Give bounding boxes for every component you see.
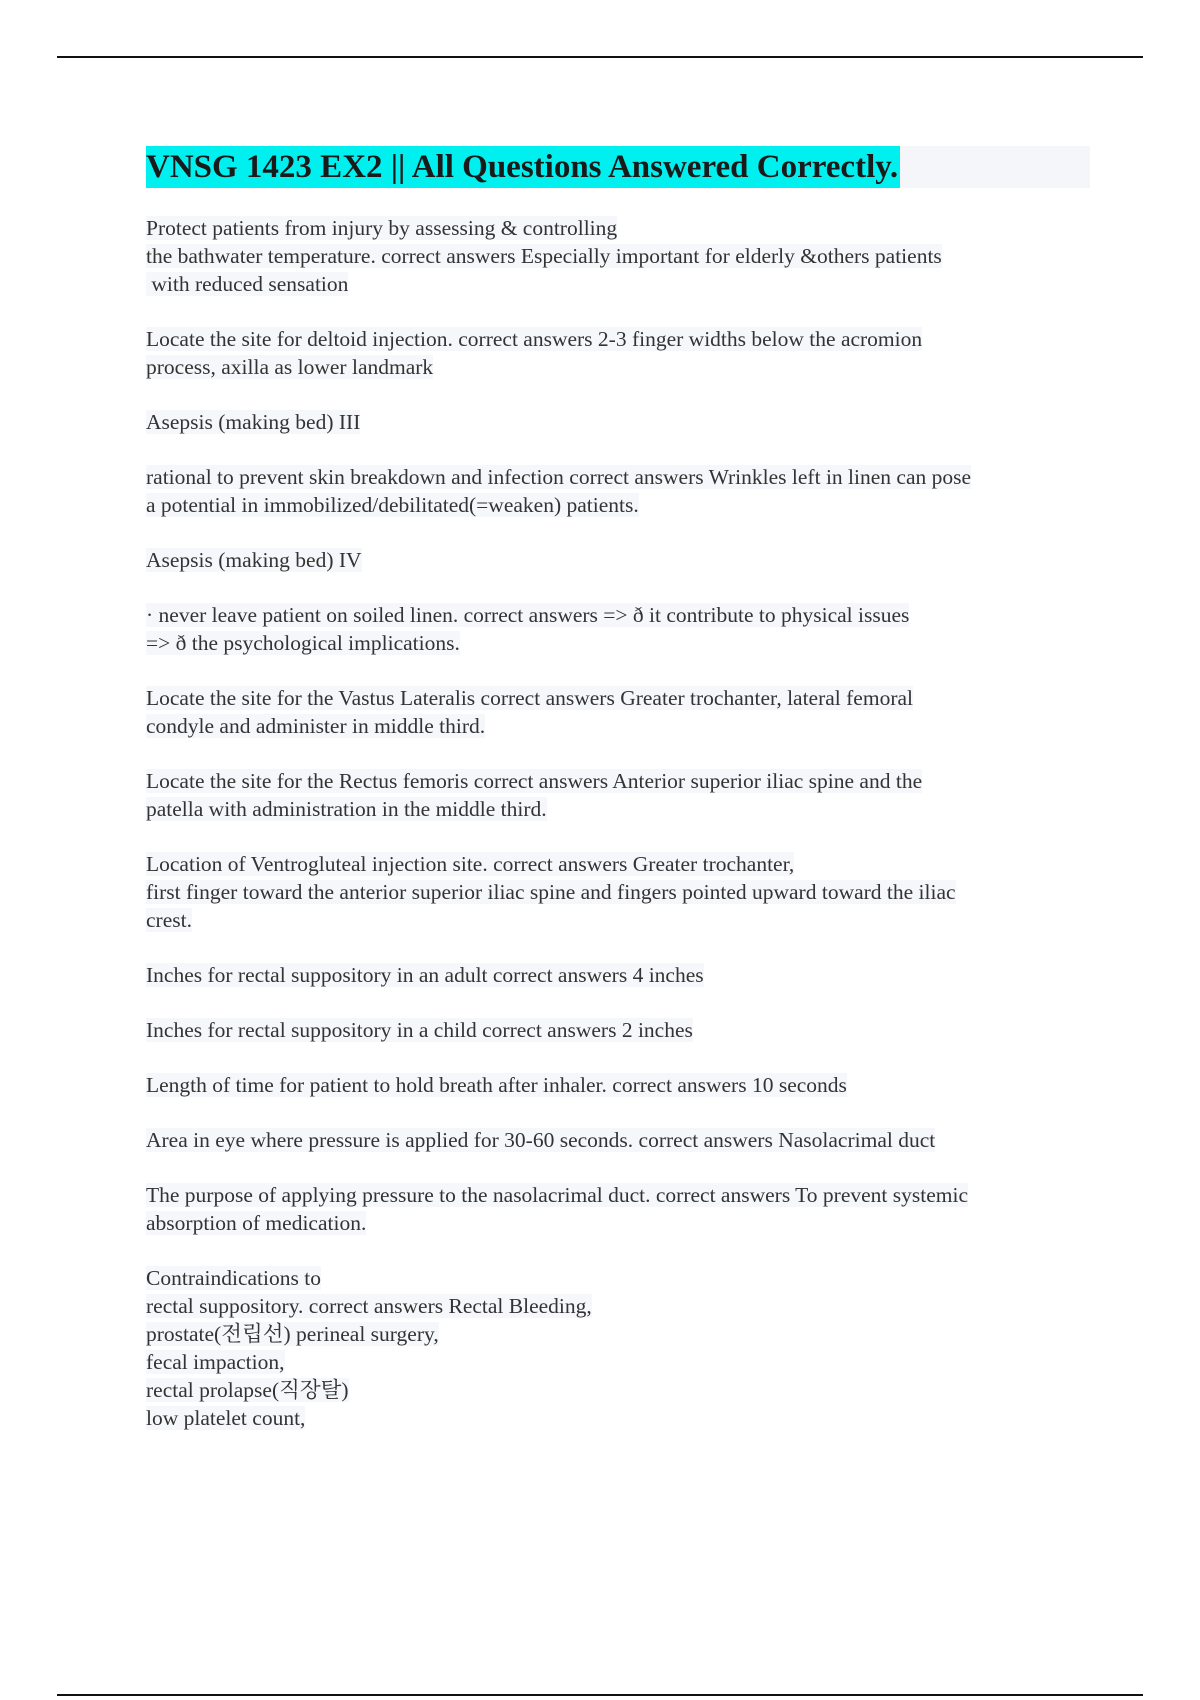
qa-entry [146, 1071, 1090, 1099]
entry-line: Location of Ventrogluteal injection site. correct answers Greater trochanter, [146, 852, 795, 876]
entry-line: process, axilla as lower landmark [146, 355, 434, 379]
document-body [146, 146, 1090, 1459]
qa-entry [146, 601, 1090, 657]
entry-line: Inches for rectal suppository in an adult correct answers 4 inches [146, 963, 704, 987]
entry-line: with reduced sensation [146, 272, 349, 296]
entry-line: Inches for rectal suppository in a child correct answers 2 inches [146, 1018, 693, 1042]
qa-entry [146, 1126, 1090, 1154]
entry-line: Asepsis (making bed) IV [146, 548, 362, 572]
entry-line: · never leave patient on soiled linen. correct answers => ð it contribute to physical issues [146, 603, 910, 627]
entry-line: The purpose of applying pressure to the nasolacrimal duct. correct answers To prevent systemic [146, 1183, 969, 1207]
entry-line: Length of time for patient to hold breath after inhaler. correct answers 10 seconds [146, 1073, 847, 1097]
qa-entry [146, 325, 1090, 381]
document-title: VNSG 1423 EX2 || All Questions Answered Correctly. [146, 146, 900, 188]
entry-line: absorption of medication. [146, 1211, 367, 1235]
entry-line: Asepsis (making bed) III [146, 410, 361, 434]
entry-line: rational to prevent skin breakdown and infection correct answers Wrinkles left in linen can pose [146, 465, 972, 489]
qa-entry [146, 1264, 1090, 1432]
entries-list [146, 214, 1090, 1432]
qa-entry [146, 463, 1090, 519]
entry-line: rectal suppository. correct answers Rectal Bleeding, [146, 1294, 592, 1318]
entry-line: Locate the site for the Rectus femoris correct answers Anterior superior iliac spine and the [146, 769, 923, 793]
entry-line: Locate the site for the Vastus Lateralis correct answers Greater trochanter, lateral femoral [146, 686, 913, 710]
entry-line: Area in eye where pressure is applied for 30-60 seconds. correct answers Nasolacrimal duct [146, 1128, 936, 1152]
entry-line: prostate(전립선) perineal surgery, [146, 1322, 439, 1346]
entry-line: crest. [146, 908, 192, 932]
entry-line: low platelet count, [146, 1406, 306, 1430]
footer-rule [57, 1694, 1143, 1696]
header-rule [57, 56, 1143, 58]
entry-line: patella with administration in the middle third. [146, 797, 547, 821]
entry-line: the bathwater temperature. correct answers Especially important for elderly &others patients [146, 244, 942, 268]
entry-line: a potential in immobilized/debilitated(=weaken) patients. [146, 493, 639, 517]
entry-line: => ð the psychological implications. [146, 631, 460, 655]
qa-entry [146, 1016, 1090, 1044]
qa-entry [146, 1181, 1090, 1237]
entry-line: Protect patients from injury by assessing & controlling [146, 216, 618, 240]
entry-line: first finger toward the anterior superior iliac spine and fingers pointed upward toward the iliac [146, 880, 956, 904]
qa-entry [146, 850, 1090, 934]
qa-entry [146, 684, 1090, 740]
qa-entry [146, 214, 1090, 298]
entry-line: rectal prolapse(직장탈) [146, 1378, 349, 1402]
qa-entry [146, 961, 1090, 989]
entry-line: Contraindications to [146, 1266, 321, 1290]
title-bar [146, 146, 1090, 188]
qa-entry [146, 767, 1090, 823]
entry-line: Locate the site for deltoid injection. correct answers 2-3 finger widths below the acromion [146, 327, 923, 351]
qa-entry [146, 408, 1090, 436]
entry-line: condyle and administer in middle third. [146, 714, 486, 738]
qa-entry [146, 546, 1090, 574]
entry-line: fecal impaction, [146, 1350, 285, 1374]
